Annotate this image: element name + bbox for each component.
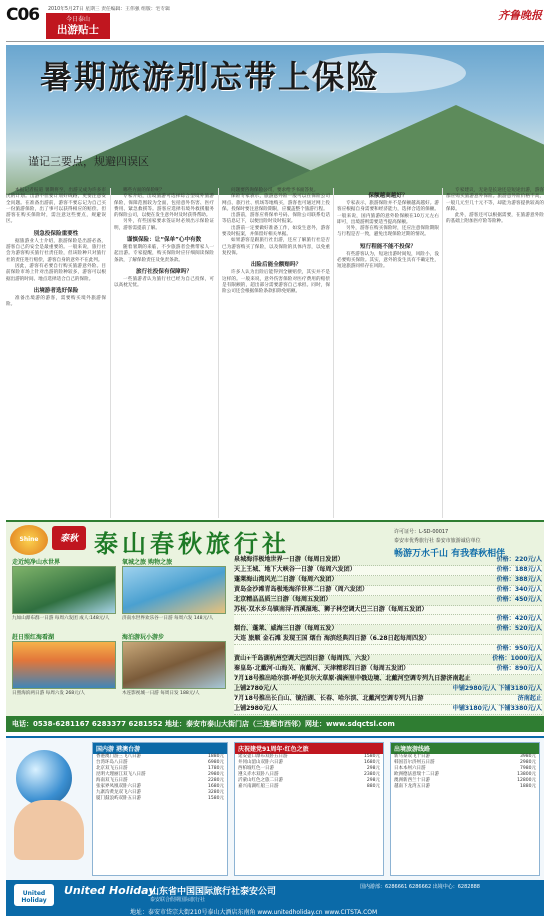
route-row: 价格：950元/人 [234, 645, 542, 655]
photo-caption: 济南水世界欢乐谷一日游 每周六发 148元/人 [122, 616, 214, 621]
article-paragraph: 问题要咨询保险公司，要求给予书面答复。 [231, 188, 319, 193]
photo-label: 氧城之旅 购物之旅 [122, 559, 173, 566]
route-row: 天上王城、地下大峡谷一日游（每周六发团） 价格：188元/人 [234, 566, 542, 576]
tour-item: 昆明大理丽江双飞八日游 2980元 [96, 772, 224, 777]
article-paragraph: 此外，游客还可以根据需要，在旅游意外险的基础上附加医疗险等险种。 [446, 213, 544, 225]
company-subname: 泰安联合假期国际旅行社 [150, 897, 206, 903]
red-tours-box [234, 742, 384, 876]
article-paragraph: 随着暑期的来临，不少旅游者会携带家人一起出游。专家提醒，购买保险时应仔细阅读保险条款，了解保险责任及免责条款。 [114, 245, 214, 263]
article-paragraph: 专家介绍，出境旅游可选择综合型境外旅游保险，保障范围较为全面，包括意外伤害、医疗费用、紧急救援等。游客应选择有境外救援服务的保险公司，以便在发生意外时及时获得帮助。 [114, 194, 214, 219]
agency-slogan: 畅游万水千山 有我春秋相伴 [394, 549, 506, 559]
column-divider [442, 188, 443, 518]
article-column [337, 188, 439, 271]
page-code: C06 [6, 5, 40, 25]
article-paragraph: 一些旅游者认为旅行社已经为自己投保，可以高枕无忧。 [114, 276, 214, 289]
section-heading: 谨慎保险：让“保单”心中有数 [126, 237, 202, 244]
logo-text: United Holiday [21, 890, 47, 904]
route-row: 7月18号推出哈尔滨·呼伦贝尔大草原·满洲里中俄边境、北戴河空调专列九日游济南起止 [234, 675, 542, 685]
tour-item: 遵义赤水双卧八日游 2380元 [238, 772, 380, 777]
tour-item: 西柏坡红色一日游 298元 [238, 766, 380, 771]
route-row: 价格：420元/人 [234, 615, 542, 625]
route-row: 上铺2780元/人 中铺2980元/人 下铺3180元/人 [234, 685, 542, 695]
company-address: 地址：泰安市岱宗大街210号泰山大酒店东南角 www.unitedholiday.cn www.CITSTA.COM [130, 909, 378, 916]
hand-image [14, 800, 84, 860]
article-paragraph: 专家建议，无论是长途还是短途出游，游客都应购买旅游意外保险。旅游意外险价格不高，一般几元至几十元不等，却能为游客提供较高的保障。 [446, 188, 544, 212]
box-title: 国内游 港澳台游 [93, 743, 227, 754]
photo-label: 海泊游玩小游步 [122, 634, 165, 641]
box-title: 庆祝建党91周年·红色之旅 [235, 743, 383, 754]
domestic-tours-box [92, 742, 228, 876]
brand-mark-text: 泰秋 [59, 534, 78, 544]
article-paragraph: 另外，游客在购买保险时，还应注意保险期限与行程是否一致，避免出现保险过期的情况。 [337, 226, 439, 238]
header-divider [6, 41, 544, 42]
article-paragraph: 许多人认为出险后能得到全额赔偿，其实并不是这样的。一般来说，意外伤害保险对医疗费用的赔偿是有限额的，超出部分需要游客自己承担。同时，保险公司还会根据保险条款扣除免赔额。 [222, 270, 330, 295]
section-title: 出游贴士 [57, 24, 99, 36]
tour-item: 韩国首尔济州五日游 2980元 [394, 760, 536, 765]
article-paragraph: 据旅游业人士介绍，旅游保险是出游必备，游客自己的安全是最重要的。一般来说，旅行社会为游客购买旅行社责任险，但该险种只对旅行社的责任进行赔偿，游客自身的意外不在此列。 [6, 238, 106, 263]
section-heading: 旅行社投保有保障吗？ [136, 268, 192, 275]
logo-text: Shine [19, 536, 39, 543]
tour-item: 张家界凤凰双卧六日游 1680元 [96, 784, 224, 789]
box-title: 出境旅游线路 [391, 743, 539, 754]
route-row: 烟台、蓬莱、威海三日游（每周五发） 价格：520元/人 [234, 625, 542, 635]
tour-item: 海南双飞五日游 2280元 [96, 778, 224, 783]
photo-caption: 九如山瀑布群一日游 每周六发团 成人:148元/人 [12, 616, 110, 621]
tour-item: 日本本州六日游 7980元 [394, 766, 536, 771]
photo-label: 走近纯净山水世界 [12, 559, 61, 566]
route-row: 7月18号推出长白山、镜泊湖、长春、哈尔滨、北戴河空调专列九日游 济南起止 [234, 695, 542, 705]
article-paragraph: 专家表示，旅游保险并不是保额越高越好。游客应根据自身需要和经济能力，选择合适的保额。一般来说，国内旅游的意外险保额在10万元左右即可，出境游则需要适当提高保额。 [337, 201, 439, 225]
tour-item: 台湾环岛八日游 6980元 [96, 760, 224, 765]
article-paragraph: 本报记者报道 暑期将至，出游又成为许多市民的计划。出游不但要计划好线路，更要注意安全问题。在准备出游前，游客不要忘记为自己买一份旅游保险，出了事可以获得相应的赔偿。但游客在购买保险时，需注意这些要点，规避误区。 [6, 188, 106, 225]
globe-icon [16, 750, 72, 806]
tour-item: 井冈山韶山双卧六日游 1680元 [238, 760, 380, 765]
photo-caption: 木连影视城一日游 每周日发 188元/人 [122, 691, 200, 696]
column-divider [218, 188, 219, 518]
route-row: 黄岛金沙滩青岛极地海洋世界二日游（周六发团） 价格：340元/人 [234, 586, 542, 596]
column-divider [333, 188, 334, 518]
section-heading: 出险后能全额赔吗？ [250, 262, 302, 269]
article-paragraph: 有些游客认为，短途出游时间短，风险小，没必要购买保险。其实，意外的发生具有不确定性，短途旅游同样存在风险。 [337, 251, 439, 270]
article-paragraph: 出游前，游客应将保单号码、保险公司联系电话等信息记下，以便出险时及时报案。 [222, 213, 330, 225]
section-heading: 别急投保险重要性 [33, 230, 79, 237]
section-heading: 出境游者选好保险 [33, 287, 79, 294]
tour-item: 沂蒙山红色之旅二日游 298元 [238, 778, 380, 783]
route-list [234, 556, 542, 715]
article-column [6, 188, 106, 308]
route-row: 苏杭·双水乡乌镇南浔·西溪湿地、狮子林空调大巴三日游（每周五发团） [234, 606, 542, 616]
date-line: 2010年5月27日 星期三 责任编辑：王伟强 组版：宅专辑 [48, 7, 170, 12]
photo-caption: 日照海滨两日游 每周六发 268元/人 [12, 691, 85, 696]
route-row: 北京精品品质三日游（每周五发团） 价格：450元/人 [234, 596, 542, 606]
tour-item: 越南下龙湾五日游 1880元 [394, 784, 536, 789]
outbound-tours-box [390, 742, 540, 876]
article-paragraph: 因此，游客有必要自行购买旅游意外险。目前保险市场上针对出游的险种较多，游客可以根据出游的时间、地点选择适合自己的保险。 [6, 263, 106, 282]
article-column [114, 188, 214, 290]
seaside-photo [12, 641, 116, 689]
article-paragraph: 准备出境游的游客，需要购买境外旅游保险。 [6, 295, 106, 308]
masthead-logo: 齐鲁晚报 [498, 9, 542, 22]
photo-label: 赶日照红海看湖 [12, 634, 55, 641]
agency-name: 泰山春秋旅行社 [94, 530, 290, 558]
tour-item: 欧洲德法意瑞十二日游 13800元 [394, 772, 536, 777]
tour-item: 香港澳门游三飞八日游 1880元 [96, 754, 224, 759]
waterfall-photo [12, 566, 116, 614]
agency-honors: 泰安市优秀旅行社 泰安市旅游诚信单位 [394, 538, 481, 544]
route-row: 蓬莱海山湾风光二日游（每周六发团） 价格：388元/人 [234, 576, 542, 586]
tour-item: 厦门鼓浪屿双卧五日游 1580元 [96, 796, 224, 801]
article-paragraph: 哪些方面的保险呢？ [123, 188, 165, 193]
water-park-photo [122, 566, 226, 614]
route-row: 泉城海洋极地世界一日游（每周日发团） 价格：220元/人 [234, 556, 542, 566]
company-name-en: United Holiday [64, 884, 156, 897]
column-divider [110, 188, 111, 518]
ad-contact-bar: 电话：0538-6281167 6283377 6281552 地址：泰安市泰山大街门店（三连超市西邻）网址：www.sdqctsl.com [6, 716, 544, 732]
route-row: 上铺2980元/人 中铺3180元/人 下铺3380元/人 [234, 705, 542, 715]
route-row: 大连 旅顺 金石滩 发现王国 烟台 海滨经典四日游（6.28日起每周四发） [234, 635, 542, 645]
section-heading: 短行程能不能不投保？ [360, 243, 416, 250]
license-number: 许可证号：L-SD-00017 [394, 529, 449, 535]
company-name-cn: 山东省中国国际旅行社泰安公司 [150, 887, 277, 897]
tour-item: 北京双飞五日游 1780元 [96, 766, 224, 771]
mountain-shape [256, 105, 544, 195]
headline: 暑期旅游别忘带上保险 [40, 58, 381, 96]
company-phones: 国内游部：6286661 6286662 出境中心：6282888 [360, 884, 480, 890]
article-paragraph: 保险专家表示，旅游意外险一般可以在保险公司网点、旅行社、机场等地购买，游客也可通过网上投保。投保时要注意保险期限，应覆盖整个旅游行程。 [222, 194, 330, 212]
tour-item: 九寨沟黄龙双飞六日游 3280元 [96, 790, 224, 795]
tour-item: 新马泰双飞十日游 3980元 [394, 754, 536, 759]
section-heading: 保额越高越好？ [368, 193, 408, 199]
tour-item: 嘉兴南湖红船三日游 880元 [238, 784, 380, 789]
article-column [222, 188, 330, 295]
route-row: 黄山+千岛湖杭州空调大巴四日游（每周四、六发） 价格：1000元/人 [234, 655, 542, 665]
article-paragraph: 另外，有些国家要求签证时必须出示保险证明，游客需提前了解。 [114, 219, 214, 231]
article-paragraph: 出游前一定要做好准备工作，如发生意外，游客要及时报案，并保留好相关单据。 [222, 225, 330, 238]
film-city-photo [122, 641, 226, 689]
section-subtitle: 今日泰山 [65, 16, 90, 23]
tour-item: 澳洲新西兰十日游 12800元 [394, 778, 536, 783]
subheadline: 谨记三要点，规避四误区 [28, 155, 149, 168]
route-row: 秦皇岛·北戴河·山海关、南戴河、天津精彩四日游（每周五发团） 价格：890元/人 [234, 665, 542, 675]
tour-item: 延安壶口瀑布双卧五日游 1580元 [238, 754, 380, 759]
article-column [446, 188, 544, 226]
article-paragraph: 如果游客是跟旅行社出游，还应了解旅行社是否已为游客购买了保险，以及保险的具体内容，以免重复投保。 [222, 238, 330, 256]
